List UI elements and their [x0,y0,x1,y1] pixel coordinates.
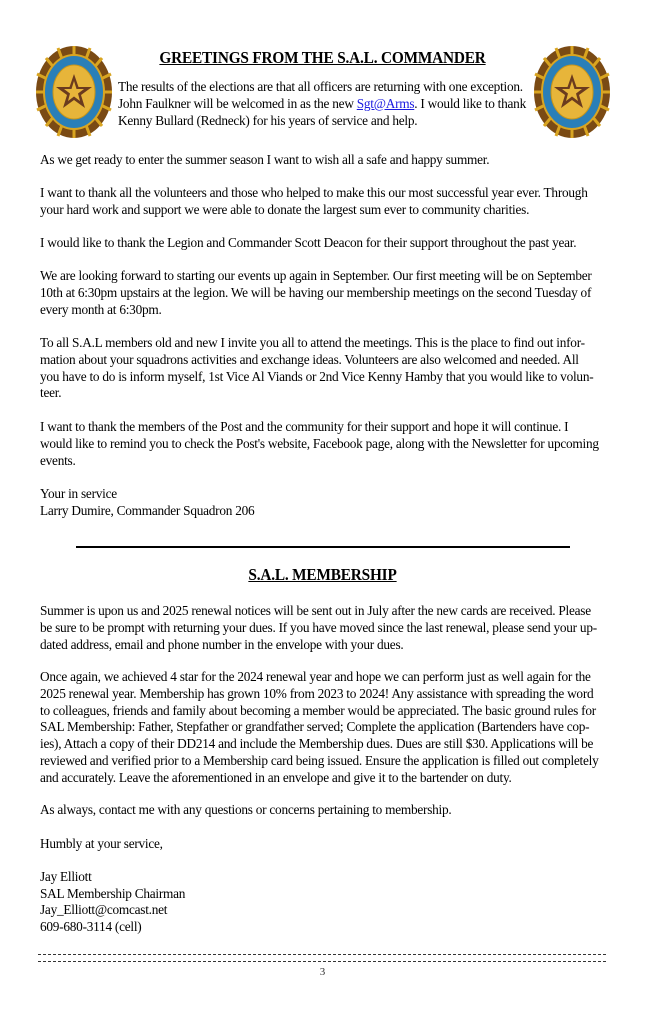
membership-paragraph: Once again, we achieved 4 star for the 2024 renewal year and hope we can perform just as well again for the 2025 renewal year. Membership has grown 10% from 2023 to 2024! Any assistance with spreading the word to colleagues, friends and family about becoming a member would be appreciated. The basic ground rules for SAL Membership: Father, Stepfather or grandfather served; Complete the application (Bartenders have cop-ies), Attach a copy of their DD214 and include the Membership dues. Dues are still $30. Applications will be reviewed and verified prior to a Membership card being issued. Ensure the application is filled out completely and accurately. Leave the aforementioned in an envelope and give it to the bartender on duty. [40,669,599,785]
footer-dashed-rule [38,954,606,955]
commander-paragraph: I would like to thank the Legion and Commander Scott Deacon for their support throughout the past year. [40,235,577,250]
intro-line-1: The results of the elections are that all officers are returning with one exception. [118,79,523,94]
commander-paragraph: As we get ready to enter the summer season I want to wish all a safe and happy summer. [40,152,490,167]
commander-signature: Larry Dumire, Commander Squadron 206 [40,503,255,518]
commander-signoff: Your in service [40,486,117,501]
section-divider [76,546,570,548]
membership-closing: Humbly at your service, [40,836,163,851]
commander-paragraph: I want to thank the members of the Post and the community for their support and hope it will continue. I would like to remind you to check the Post's website, Facebook page, along with the Newsletter for upcoming events. [40,419,599,468]
membership-section-title: S.A.L. MEMBERSHIP [248,565,397,584]
membership-paragraph: Summer is upon us and 2025 renewal notices will be sent out in July after the new cards are received. Please be sure to be prompt with returning your dues. If you have moved since the last renewal, please send your up-dated address, email and phone number in the envelope with your dues. [40,603,597,652]
page-number: 3 [319,966,326,978]
intro-line-2-tail: . I would like to thank [414,95,526,111]
commander-intro [118,79,538,129]
commander-section-title: GREETINGS FROM THE S.A.L. COMMANDER [159,48,486,67]
membership-signature-name: Jay Elliott [40,869,92,884]
membership-signature-email[interactable]: Jay_Elliott@comcast.net [40,902,168,917]
membership-signature-phone: 609-680-3114 (cell) [40,919,142,934]
intro-line-3: Kenny Bullard (Redneck) for his years of service and help. [118,112,418,128]
commander-paragraph: I want to thank all the volunteers and those who helped to make this our most successful year ever. Through your hard work and support we were able to donate the largest sum ever to community charities. [40,185,588,217]
sgt-at-arms-link[interactable]: Sgt@Arms [356,95,415,111]
membership-paragraph: As always, contact me with any questions or concerns pertaining to membership. [40,802,452,817]
footer-dashed-rule [38,961,606,962]
commander-paragraph: We are looking forward to starting our events up again in September. Our first meeting will be on September 10th at 6:30pm upstairs at the legion. We will be having our membership meetings on the second Tuesday of every month at 6:30pm. [40,268,592,317]
intro-line-2 [118,96,538,113]
membership-signature-role: SAL Membership Chairman [40,886,186,901]
intro-line-2-text: John Faulkner will be welcomed in as the new [118,95,357,111]
commander-paragraph: To all S.A.L members old and new I invite you all to attend the meetings. This is the place to find out infor-mation about your squadrons activities and exchange ideas. Volunteers are also welcomed and needed. All you have to do is inform myself, 1st Vice Al Viands or 2nd Vice Kenny Hamby that you would like to volun-teer. [40,335,594,401]
